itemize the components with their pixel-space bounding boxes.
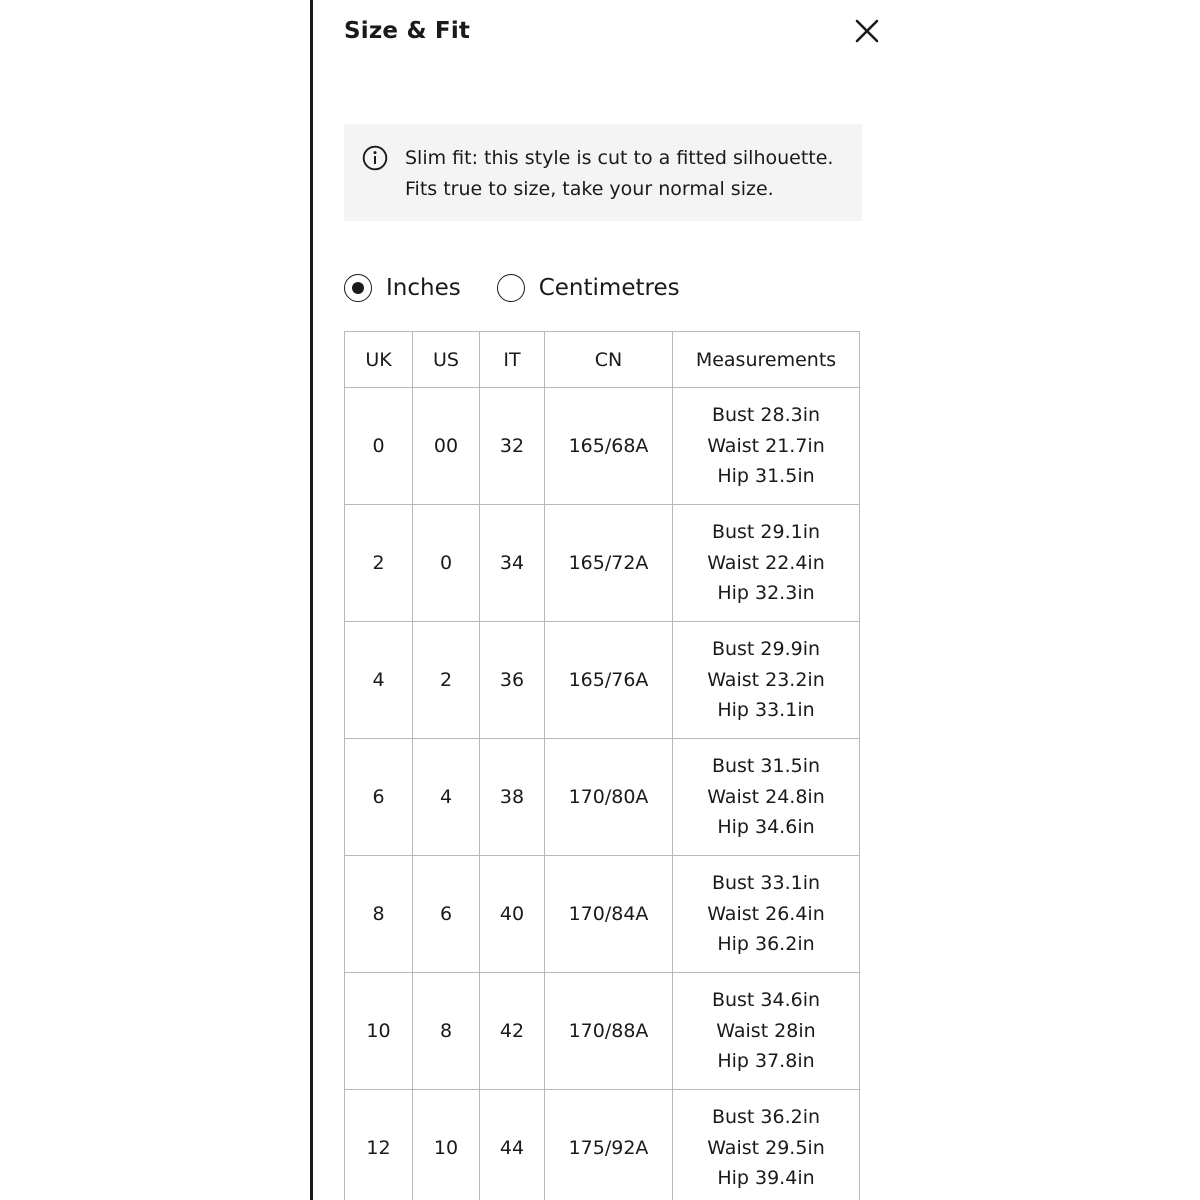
unit-option-centimetres[interactable] xyxy=(497,273,680,303)
cell-cn: 165/72A xyxy=(545,505,673,622)
cell-measurements xyxy=(673,1090,860,1200)
fit-info-box xyxy=(344,124,862,221)
header-cn: CN xyxy=(545,332,673,388)
cell-it: 40 xyxy=(480,856,545,973)
cell-cn: 170/80A xyxy=(545,739,673,856)
cell-cn: 165/76A xyxy=(545,622,673,739)
measurement-waist: Waist 24.8in xyxy=(707,785,825,808)
cell-measurements xyxy=(673,856,860,973)
measurement-waist: Waist 26.4in xyxy=(707,902,825,925)
cell-us: 8 xyxy=(413,973,480,1090)
cell-us: 2 xyxy=(413,622,480,739)
table-row xyxy=(345,739,860,856)
page-title: Size & Fit xyxy=(344,18,471,44)
measurement-bust: Bust 29.1in xyxy=(711,521,821,544)
cell-uk: 12 xyxy=(345,1090,413,1200)
cell-cn: 170/84A xyxy=(545,856,673,973)
header-uk: UK xyxy=(345,332,413,388)
cell-uk: 2 xyxy=(345,505,413,622)
fit-info-line-1: Slim fit: this style is cut to a fitted silhouette. xyxy=(405,147,834,169)
radio-centimetres[interactable] xyxy=(497,274,525,302)
unit-label-inches: Inches xyxy=(386,275,461,301)
measurement-bust: Bust 31.5in xyxy=(711,755,821,778)
cell-us: 0 xyxy=(413,505,480,622)
cell-it: 34 xyxy=(480,505,545,622)
measurement-hip: Hip 39.4in xyxy=(717,1167,815,1190)
table-row xyxy=(345,973,860,1090)
radio-inches[interactable] xyxy=(344,274,372,302)
measurement-bust: Bust 33.1in xyxy=(711,872,821,895)
fit-info-line-2: Fits true to size, take your normal size. xyxy=(405,178,774,200)
measurement-hip: Hip 34.6in xyxy=(717,816,815,839)
cell-it: 36 xyxy=(480,622,545,739)
cell-us: 00 xyxy=(413,388,480,505)
cell-it: 44 xyxy=(480,1090,545,1200)
table-row xyxy=(345,622,860,739)
unit-selector xyxy=(344,271,680,305)
measurement-hip: Hip 31.5in xyxy=(717,465,815,488)
header-us: US xyxy=(413,332,480,388)
cell-uk: 8 xyxy=(345,856,413,973)
unit-option-inches[interactable] xyxy=(344,273,461,303)
cell-measurements xyxy=(673,505,860,622)
cell-uk: 6 xyxy=(345,739,413,856)
cell-it: 32 xyxy=(480,388,545,505)
panel-edge-divider xyxy=(310,0,313,1200)
table-header-row xyxy=(345,332,860,388)
measurement-hip: Hip 36.2in xyxy=(717,933,815,956)
cell-us: 4 xyxy=(413,739,480,856)
cell-it: 38 xyxy=(480,739,545,856)
measurement-hip: Hip 37.8in xyxy=(717,1050,815,1073)
table-row xyxy=(345,388,860,505)
close-icon xyxy=(850,14,884,48)
cell-measurements xyxy=(673,739,860,856)
info-icon xyxy=(362,145,388,171)
cell-uk: 4 xyxy=(345,622,413,739)
cell-us: 6 xyxy=(413,856,480,973)
cell-measurements xyxy=(673,622,860,739)
cell-measurements xyxy=(673,973,860,1090)
measurement-hip: Hip 33.1in xyxy=(717,699,815,722)
cell-measurements xyxy=(673,388,860,505)
measurement-bust: Bust 28.3in xyxy=(711,404,821,427)
table-row xyxy=(345,856,860,973)
cell-cn: 175/92A xyxy=(545,1090,673,1200)
unit-label-centimetres: Centimetres xyxy=(538,275,680,301)
cell-it: 42 xyxy=(480,973,545,1090)
measurement-bust: Bust 29.9in xyxy=(711,638,821,661)
cell-us: 10 xyxy=(413,1090,480,1200)
measurement-waist: Waist 22.4in xyxy=(707,551,825,574)
fit-info-text xyxy=(405,143,833,205)
measurement-waist: Waist 28in xyxy=(716,1019,816,1042)
size-chart-table xyxy=(344,331,860,1200)
header-it: IT xyxy=(480,332,545,388)
table-row xyxy=(345,505,860,622)
cell-uk: 10 xyxy=(345,973,413,1090)
header-measurements: Measurements xyxy=(673,332,860,388)
measurement-waist: Waist 29.5in xyxy=(707,1136,825,1159)
table-row xyxy=(345,1090,860,1200)
measurement-bust: Bust 34.6in xyxy=(711,989,821,1012)
measurement-waist: Waist 23.2in xyxy=(707,668,825,691)
measurement-hip: Hip 32.3in xyxy=(717,582,815,605)
cell-cn: 165/68A xyxy=(545,388,673,505)
measurement-bust: Bust 36.2in xyxy=(711,1106,821,1129)
measurement-waist: Waist 21.7in xyxy=(707,434,825,457)
cell-cn: 170/88A xyxy=(545,973,673,1090)
cell-uk: 0 xyxy=(345,388,413,505)
close-button[interactable] xyxy=(850,14,884,48)
